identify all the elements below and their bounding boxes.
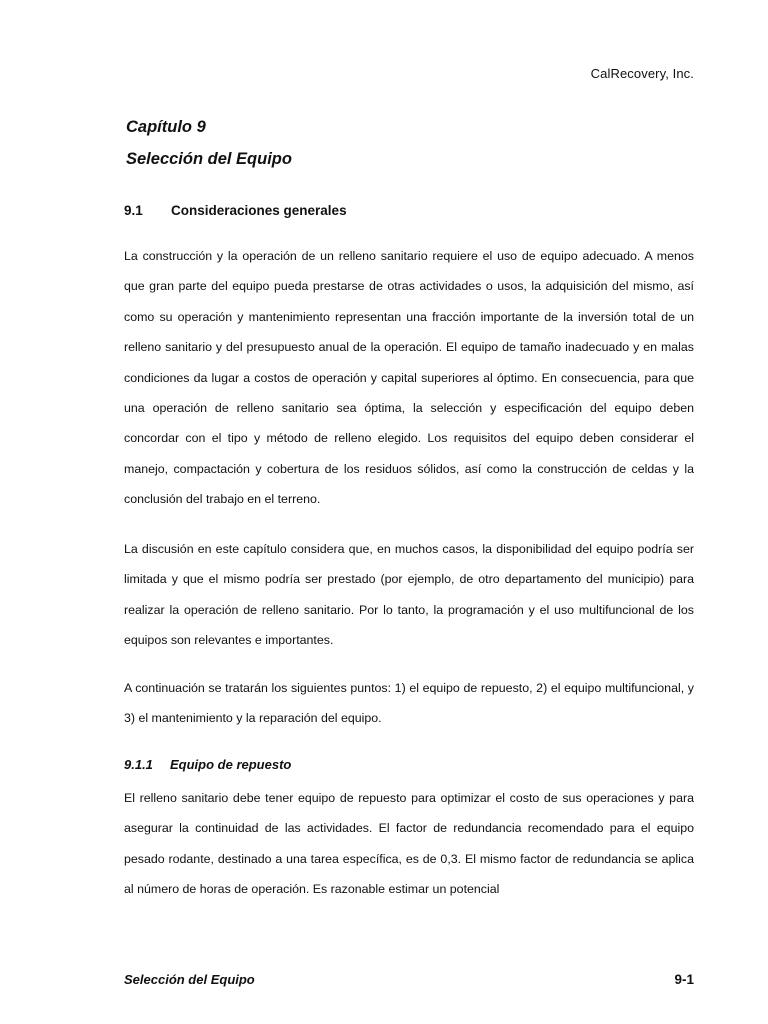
subsection-heading	[124, 757, 291, 772]
section-heading	[124, 203, 347, 218]
header-company-name: CalRecovery, Inc.	[590, 66, 694, 81]
footer-title: Selección del Equipo	[124, 972, 255, 987]
subsection-title: Equipo de repuesto	[170, 757, 292, 772]
paragraph: El relleno sanitario debe tener equipo de repuesto para optimizar el costo de sus operaciones y para asegurar la continuidad de las actividades. El factor de redundancia recomendado para el equipo pesado rodante, destinado a una tarea específica, es de 0,3. El mismo factor de redundancia se aplica al número de horas de operación. Es razonable estimar un potencial	[124, 791, 694, 897]
chapter-title: Selección del Equipo	[126, 150, 292, 168]
section-title: Consideraciones generales	[171, 203, 347, 218]
paragraph: A continuación se tratarán los siguientes puntos: 1) el equipo de repuesto, 2) el equipo multifuncional, y 3) el mantenimiento y la reparación del equipo.	[124, 681, 694, 726]
subsection-number: 9.1.1	[124, 757, 153, 772]
section-number: 9.1	[124, 203, 143, 218]
paragraph: La discusión en este capítulo considera que, en muchos casos, la disponibilidad del equipo podría ser limitada y que el mismo podría ser prestado (por ejemplo, de otro departamento del municipio) para realizar la operación de relleno sanitario. Por lo tanto, la programación y el uso multifuncional de los equipos son relevantes e importantes.	[124, 542, 694, 648]
chapter-number-title: Capítulo 9	[126, 118, 206, 136]
paragraph: La construcción y la operación de un relleno sanitario requiere el uso de equipo adecuado. A menos que gran parte del equipo pueda prestarse de otras actividades o usos, la adquisición del mismo, así como su operación y mantenimiento representan una fracción importante de la inversión total de un relleno sanitario y del presupuesto anual de la operación. El equipo de tamaño inadecuado y en malas condiciones da lugar a costos de operación y capital superiores al óptimo. En consecuencia, para que una operación de relleno sanitario sea óptima, la selección y especificación del equipo deben concordar con el tipo y método de relleno elegido. Los requisitos del equipo deben considerar el manejo, compactación y cobertura de los residuos sólidos, así como la construcción de celdas y la conclusión del trabajo en el terreno.	[124, 249, 694, 507]
footer-page-number: 9-1	[674, 972, 694, 987]
